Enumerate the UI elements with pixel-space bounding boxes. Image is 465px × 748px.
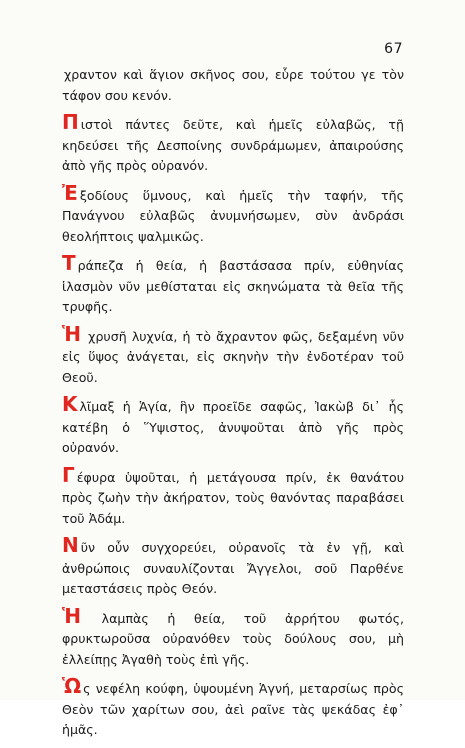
stanza	[62, 674, 404, 741]
stanza	[62, 251, 404, 318]
stanza	[62, 462, 404, 530]
stanza	[62, 392, 404, 459]
red-initial: Γ	[62, 462, 75, 487]
page-number: 67	[384, 41, 403, 57]
stanza	[62, 533, 404, 600]
stanza-text: ξοδίους ὕμνους, καὶ ἡμεῖς τὴν ταφήν, τῆς Πανάγνου εὐλαβῶς ἀνυμνήσωμεν, σὺν ἀνδράσι θεολήπτοις ψαλμικῶς.	[62, 187, 404, 244]
stanza-text: ς νεφέλη κούφη, ὑψουμένη Ἁγνή, μεταρσίως πρὸς Θεὸν τῶν χαρίτων σου, ἀεὶ ραῖνε τὰς ψεκάδας ἐφ᾽ ἡμᾶς.	[62, 681, 404, 737]
hymn-text	[62, 63, 404, 748]
stanza	[62, 321, 404, 389]
stanza-text: χρυσῆ λυχνία, ἡ τὸ ἄχραντον φῶς, δεξαμένη νῦν εἰς ὕψος ἀνάγεται, εἰς σκηνὴν τὴν ἐνδοτέραν τοῦ Θεοῦ.	[62, 328, 404, 385]
red-initial: Π	[62, 110, 79, 134]
stanza-text: ράπεζα ἡ θεία, ἡ βαστάσασα πρίν, εὐθηνίας ἱλασμὸν νῦν μεθίσταται εἰς σκηνώματα τὰ θεῖα τῆς τρυφῆς.	[62, 258, 404, 314]
red-initial: Ὡ	[62, 674, 82, 698]
stanza	[62, 63, 404, 106]
stanza	[62, 180, 404, 248]
red-initial: Κ	[62, 392, 78, 416]
red-initial: Ἐ	[62, 180, 78, 205]
stanza-text: λαμπὰς ἡ θεία, τοῦ ἀρρήτου φωτός, φρυκτωροῦσα οὐρανόθεν τοὺς δούλους σου, μὴ ἐλλείπῃς Ἀγαθὴ τοὺς ἐπὶ γῆς.	[62, 610, 404, 667]
stanza-text: έφυρα ὑψοῦται, ἡ μετάγουσα πρίν, ἐκ θανάτου πρὸς ζωὴν τὴν ἀκήρατον, τοὺς θανόντας παραβάσει τοῦ Ἀδάμ.	[62, 469, 404, 526]
red-initial: Ἡ	[62, 603, 82, 628]
stanza	[62, 603, 404, 671]
stanza	[62, 110, 404, 177]
red-initial: Ν	[62, 533, 79, 557]
red-initial: Τ	[62, 251, 76, 275]
stanza-text: λῖμαξ ἡ Ἁγία, ἣν προεῖδε σαφῶς, Ἰακὼβ δι᾽ ἧς κατέβη ὁ Ὕψιστος, ἀνυψοῦται ἀπὸ γῆς πρὸς οὐρανόν.	[62, 399, 404, 455]
red-initial: Ἡ	[62, 321, 82, 346]
stanza-text: χραντον καὶ ἅγιον σκῆνος σου, εὗρε τούτου γε τὸν τάφον σου κενόν.	[62, 67, 404, 103]
stanza-text: ιστοὶ πάντες δεῦτε, καὶ ἡμεῖς εὐλαβῶς, τῇ κηδεύσει τῆς Δεσποίνης συνδράμωμεν, ἀπαιρούσης ἀπὸ γῆς πρὸς οὐρανόν.	[62, 117, 404, 173]
stanza-text: ῦν οὖν συγχορεύει, οὐρανοῖς τὰ ἐν γῇ, καὶ ἀνθρώποις συναυλίζονται Ἄγγελοι, σοῦ Παρθένε μεταστάσεις πρὸς Θεόν.	[62, 540, 404, 596]
